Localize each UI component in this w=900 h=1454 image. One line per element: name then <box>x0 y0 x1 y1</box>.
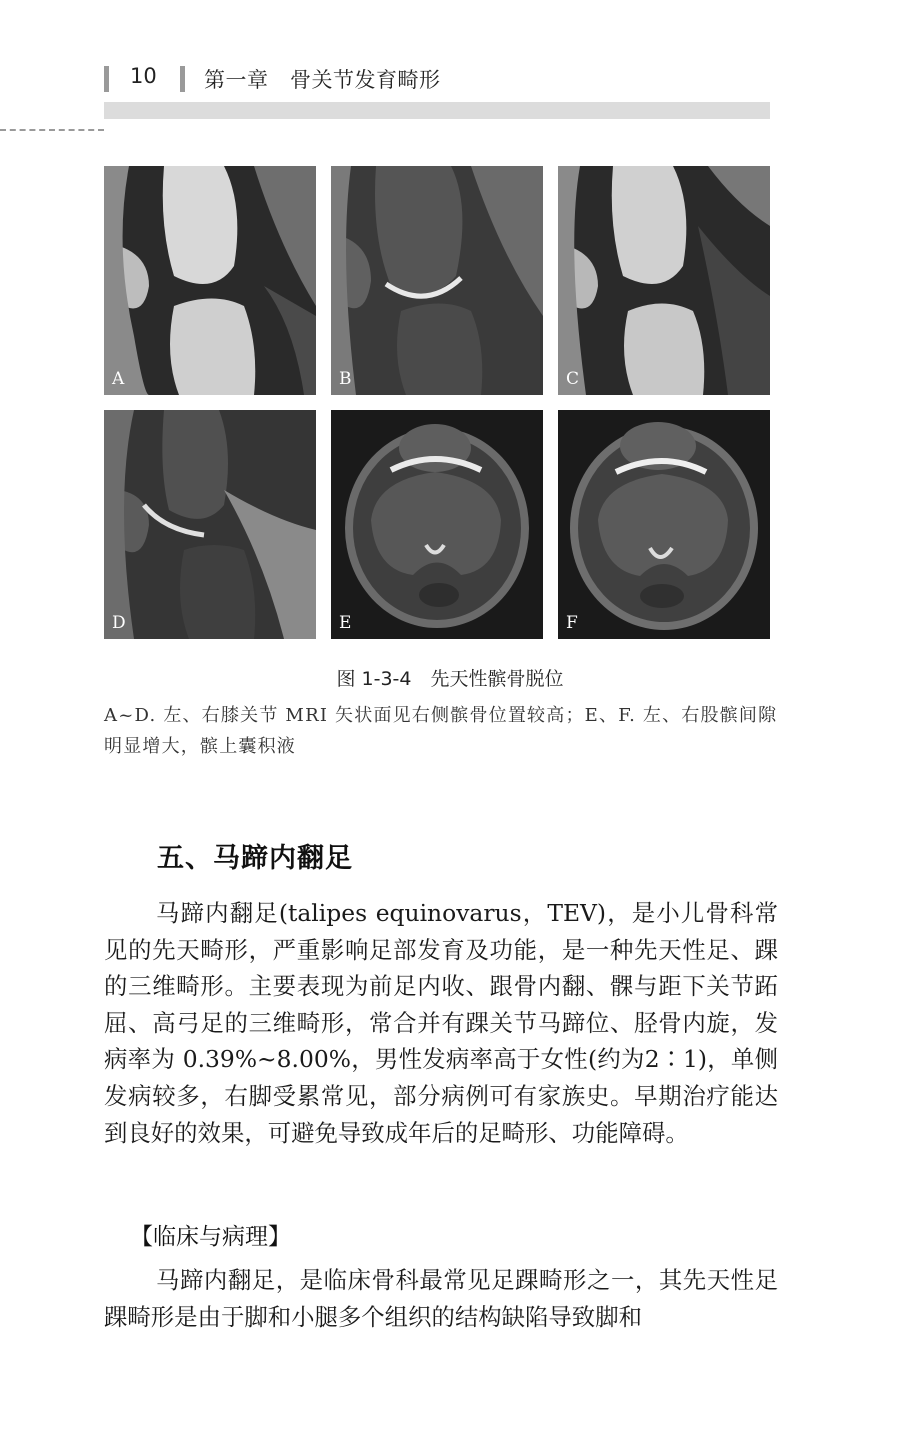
mri-image-c <box>558 166 770 395</box>
figure-caption-title: 图 1-3-4 先天性髌骨脱位 <box>336 668 564 690</box>
mri-image-e <box>331 410 543 639</box>
panel-label-c: C <box>566 369 580 389</box>
body-paragraph-1: 马蹄内翻足(talipes equinovarus，TEV)，是小儿骨科常见的先天畸形，严重影响足部发育及功能，是一种先天性足、踝的三维畸形。主要表现为前足内收、跟骨内翻、髁与距下关节跖屈、高弓足的三维畸形，常合并有踝关节马蹄位、胫骨内旋，发病率为 0.39%~8.00%，男性发病率高于女性(约为2∶1)，单侧发病较多，右脚受累常见，部分病例可有家族史。早期治疗能达到良好的效果，可避免导致成年后的足畸形、功能障碍。 <box>104 899 778 1147</box>
panel-label-d: D <box>112 613 126 633</box>
header-bar-right <box>180 66 185 92</box>
panel-label-a: A <box>112 369 125 389</box>
mri-panel-d <box>104 410 316 639</box>
mri-figure <box>104 166 770 639</box>
header-dashed-rule <box>0 129 104 131</box>
chapter-title: 第一章 骨关节发育畸形 <box>204 68 441 92</box>
mri-panel-c <box>558 166 770 395</box>
mri-panel-e <box>331 410 543 639</box>
mri-image-d <box>104 410 316 639</box>
mri-image-b <box>331 166 543 395</box>
subheading-clinical-pathology: 【临床与病理】 <box>130 1224 291 1250</box>
header-grey-band <box>104 102 770 119</box>
mri-panel-b <box>331 166 543 395</box>
panel-label-f: F <box>566 613 578 633</box>
figure-caption-body: A~D. 左、右膝关节 MRI 矢状面见右侧髌骨位置较高；E、F. 左、右股髌间隙明显增大，髌上囊积液 <box>104 705 778 757</box>
mri-image-f <box>558 410 770 639</box>
section-title: 五、马蹄内翻足 <box>157 843 353 874</box>
header-bar-left <box>104 66 109 92</box>
panel-label-e: E <box>339 613 352 633</box>
mri-image-a <box>104 166 316 395</box>
body-paragraph-2: 马蹄内翻足，是临床骨科最常见足踝畸形之一，其先天性足踝畸形是由于脚和小腿多个组织的结构缺陷导致脚和 <box>104 1266 778 1331</box>
page-header <box>0 0 900 140</box>
mri-panel-f <box>558 410 770 639</box>
panel-label-b: B <box>339 369 352 389</box>
page-number: 10 <box>130 64 157 88</box>
mri-panel-a <box>104 166 316 395</box>
